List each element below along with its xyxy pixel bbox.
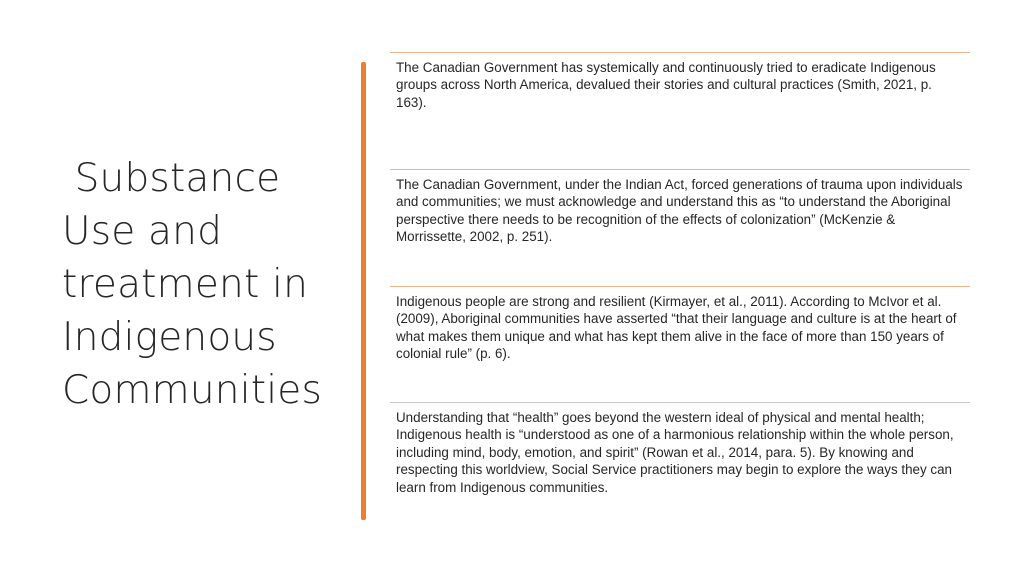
- list-item-text: Understanding that “health” goes beyond the western ideal of physical and mental health; Indigenous health is “understood as one of a harmonious relationship within the whole person, including mind, body, emotion, and spirit” (Rowan et al., 2014, para. 5). By knowing and respecting this worldview, Social Service practitioners may begin to explore the ways they can learn from Indigenous communities.: [396, 410, 954, 495]
- bullet-list: [390, 52, 970, 512]
- list-item: [390, 402, 970, 512]
- list-item-text: The Canadian Government has systemically and continuously tried to eradicate Indigenous groups across North America, devalued their stories and cultural practices (Smith, 2021, p. 163).: [396, 60, 936, 110]
- slide-title: Substance Use and treatment in Indigenous Communities: [62, 156, 322, 413]
- list-item: [390, 169, 970, 286]
- list-item: [390, 52, 970, 169]
- vertical-accent-bar: [361, 62, 366, 520]
- list-item-text: The Canadian Government, under the Indian Act, forced generations of trauma upon individuals and communities; we must acknowledge and understand this as “to understand the Aboriginal perspective there needs to be recognition of the effects of colonization” (McKenzie & Morrissette, 2002, p. 251).: [396, 177, 963, 245]
- list-item: [390, 286, 970, 402]
- list-item-text: Indigenous people are strong and resilient (Kirmayer, et al., 2011). According to McIvor et al. (2009), Aboriginal communities have asserted “that their language and culture is at the heart of what makes them unique and what has kept them alive in the face of more than 150 years of colonial rule” (p. 6).: [396, 294, 957, 362]
